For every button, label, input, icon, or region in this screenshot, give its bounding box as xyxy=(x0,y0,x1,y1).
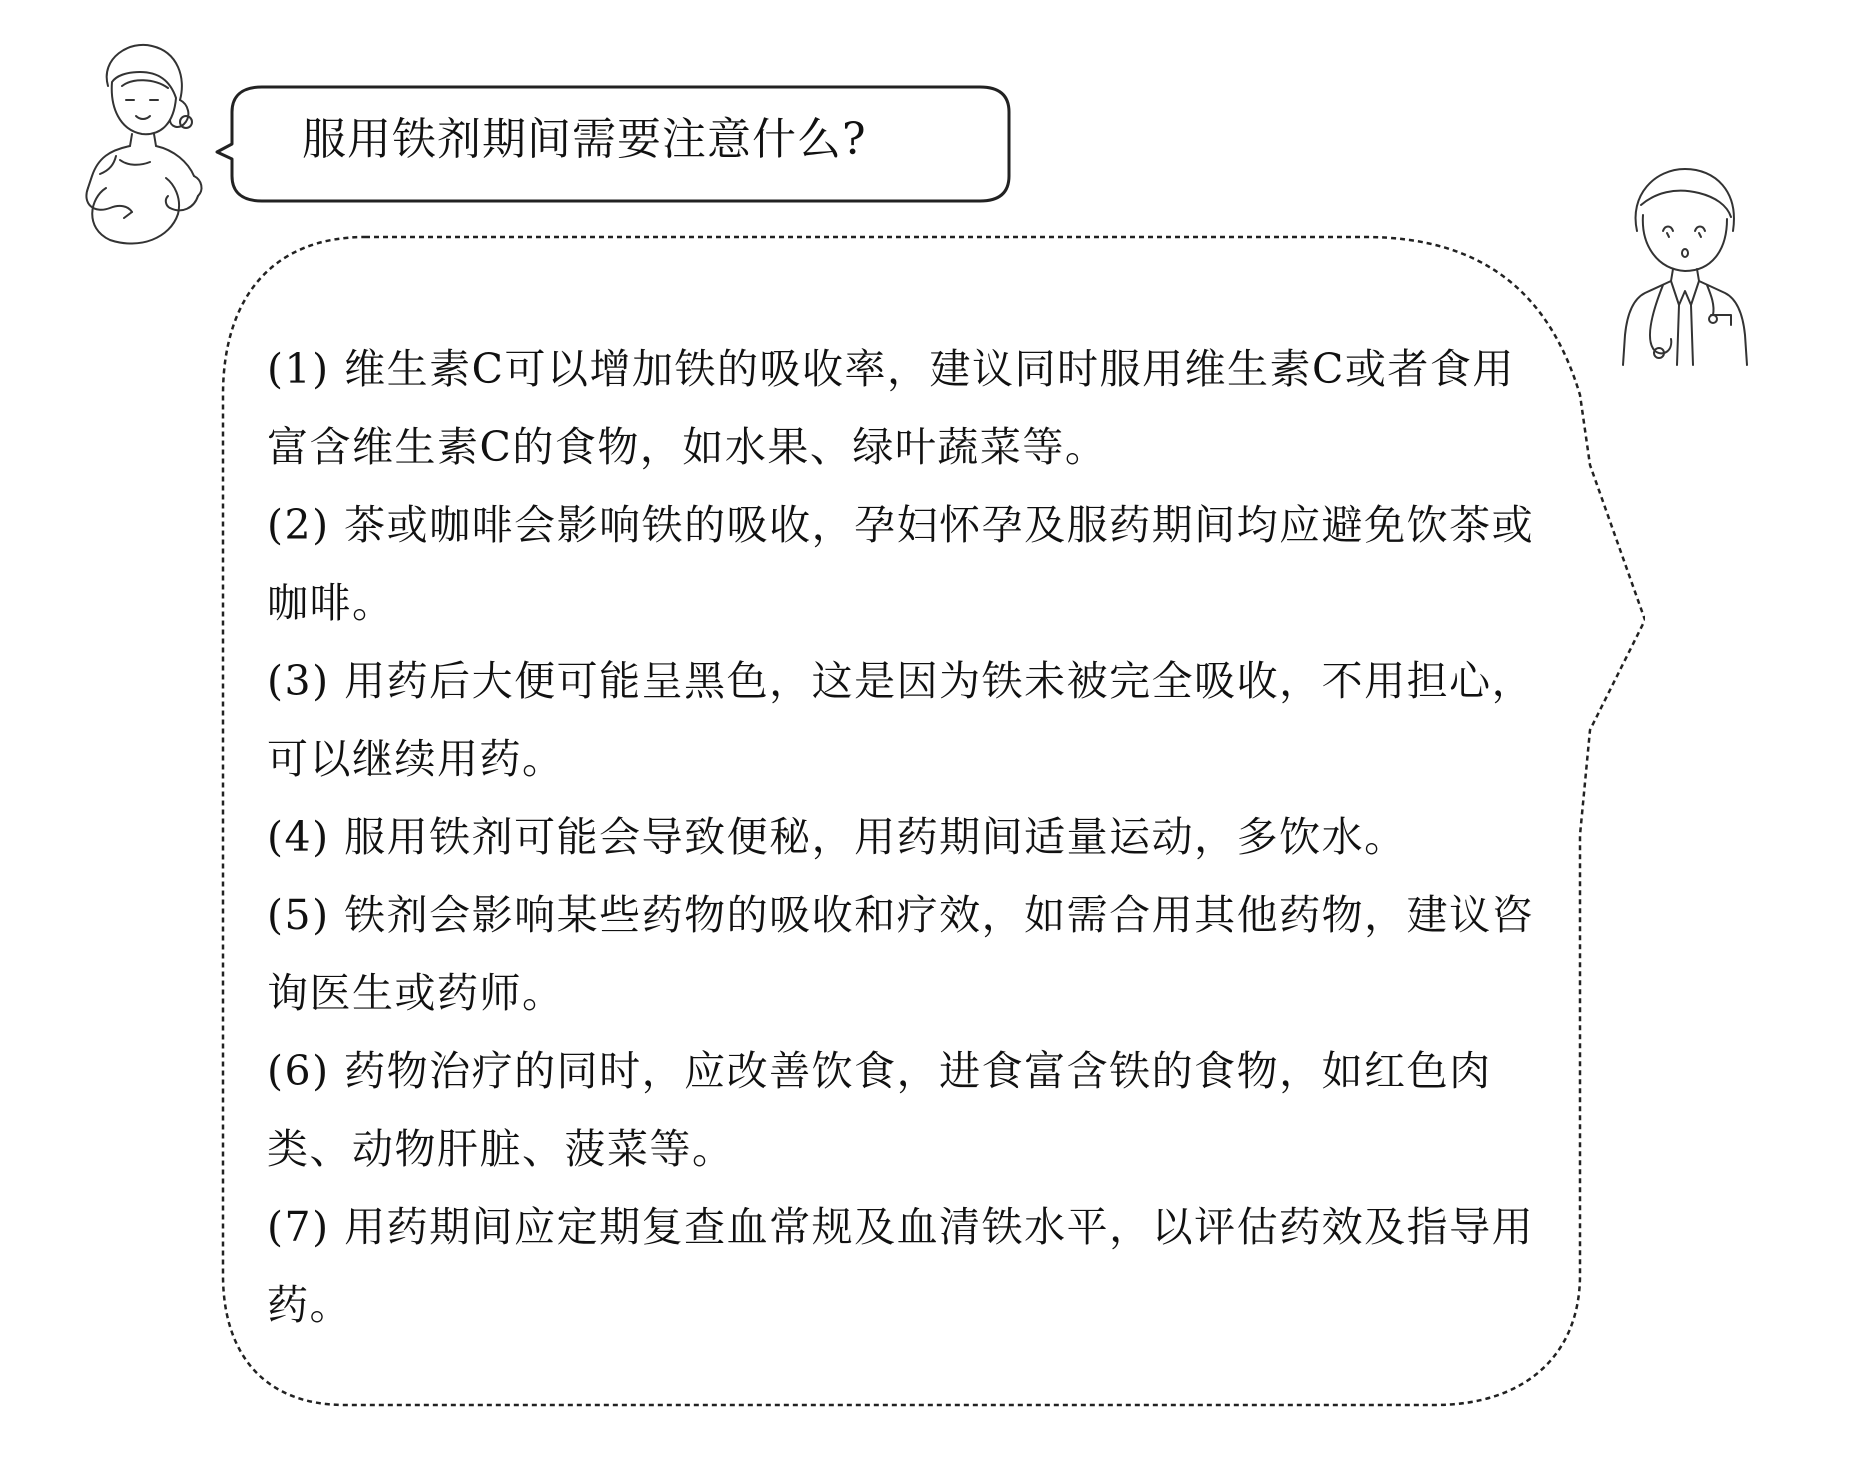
answer-item: (1) 维生素C可以增加铁的吸收率，建议同时服用维生素C或者食用富含维生素C的食物，如水果、绿叶蔬菜等。 xyxy=(267,345,1515,471)
answer-item: (3) 用药后大便可能呈黑色，这是因为铁未被完全吸收，不用担心，可以继续用药。 xyxy=(267,657,1535,783)
answer-item: (4) 服用铁剂可能会导致便秘，用药期间适量运动，多饮水。 xyxy=(267,813,1407,861)
answer-item: (6) 药物治疗的同时，应改善饮食，进食富含铁的食物，如红色肉类、动物肝脏、菠菜等。 xyxy=(267,1047,1492,1173)
question-bubble xyxy=(212,84,1012,204)
pregnant-woman-icon xyxy=(70,38,220,248)
answer-item: (5) 铁剂会影响某些药物的吸收和疗效，如需合用其他药物，建议咨询医生或药师。 xyxy=(267,891,1535,1017)
answer-bubble xyxy=(205,235,1645,1410)
question-text: 服用铁剂期间需要注意什么? xyxy=(302,114,867,165)
answer-item: (2) 茶或咖啡会影响铁的吸收，孕妇怀孕及服药期间均应避免饮茶或咖啡。 xyxy=(267,501,1535,627)
answer-item: (7) 用药期间应定期复查血常规及血清铁水平，以评估药效及指导用药。 xyxy=(267,1203,1535,1329)
answer-list xyxy=(267,330,1537,1344)
